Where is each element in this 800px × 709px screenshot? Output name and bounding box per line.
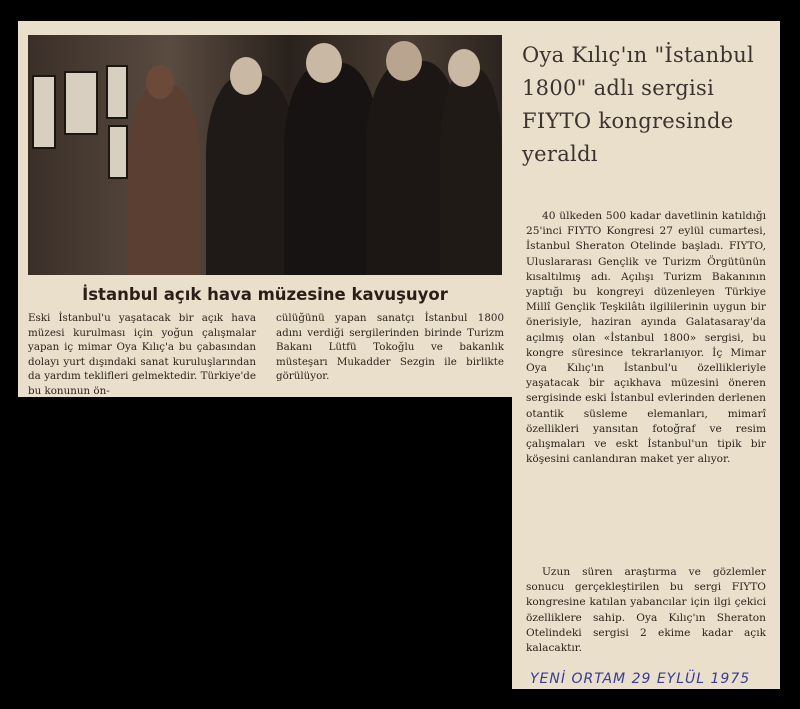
left-clipping bbox=[18, 21, 512, 397]
left-column-2: cülüğünü yapan sanatçı İstanbul 1800 adını verdiği sergilerinden birinde Turizm Bakanı Lütfü Tokoğlu ve bakanlık müsteşarı Mukadder Sezgin ile birlikte görülüyor. bbox=[276, 312, 504, 383]
right-clipping bbox=[512, 21, 780, 689]
handwritten-note: YENİ ORTAM 29 EYLÜL 1975 bbox=[530, 671, 751, 687]
article-paragraph-1: 40 ülkeden 500 kadar davetlinin katıldığı 25'inci FIYTO Kongresi 27 eylül cumartesi, İstanbul Sheraton Otelinde başladı. FIYTO, Uluslararası Gençlik ve Turizm Örgütünün kısaltılmış adı. Açılışı Turizm Bakanının yaptığı bu kongreyi düzenleyen Türkiye Millî Gençlik Teşkilâtı ilgililerinin uygun bir önerisiyle, haziran ayında Galatasaray'da açılmış olan «İstanbul 1800» sergisi, bu kongre süresince tekrarlanıyor. İç Mimar Oya Kılıç'ın İstanbul'u özellikleriyle yaşatacak bir açıkhava müzesini öneren sergisinde eski İstanbul evlerinden derlenen otantik süsleme elemanları, mimarî özellikleri yansıtan fotoğraf ve resim çalışmaları ve eskt İstanbul'un tipik bir köşesini canlandıran maket yer alıyor. bbox=[526, 210, 766, 466]
article-paragraph-2: Uzun süren araştırma ve gözlemler sonucu gerçekleştirilen bu sergi FIYTO kongresine katılan yabancılar için ilgi çekici özelliklere sahip. Oya Kılıç'ın Sheraton Otelindeki sergisi 2 ekime kadar açık kalacaktır. bbox=[526, 566, 766, 655]
news-photo bbox=[28, 35, 502, 275]
article-title: Oya Kılıç'ın "İstanbul 1800" adlı sergisi FIYTO kongresinde yeraldı bbox=[522, 43, 755, 166]
left-column-1: Eski İstanbul'u yaşatacak bir açık hava müzesi kurulması için yoğun çalışmalar yapan iç mimar Oya Kılıç'a bu çabasından dolayı yurt dışındaki sanat kuruluşlarından da yardım teklifleri gelmektedir. Türkiye'de bu konunun ön- bbox=[28, 312, 256, 397]
headline: İstanbul açık hava müzesine kavuşuyor bbox=[82, 285, 448, 304]
